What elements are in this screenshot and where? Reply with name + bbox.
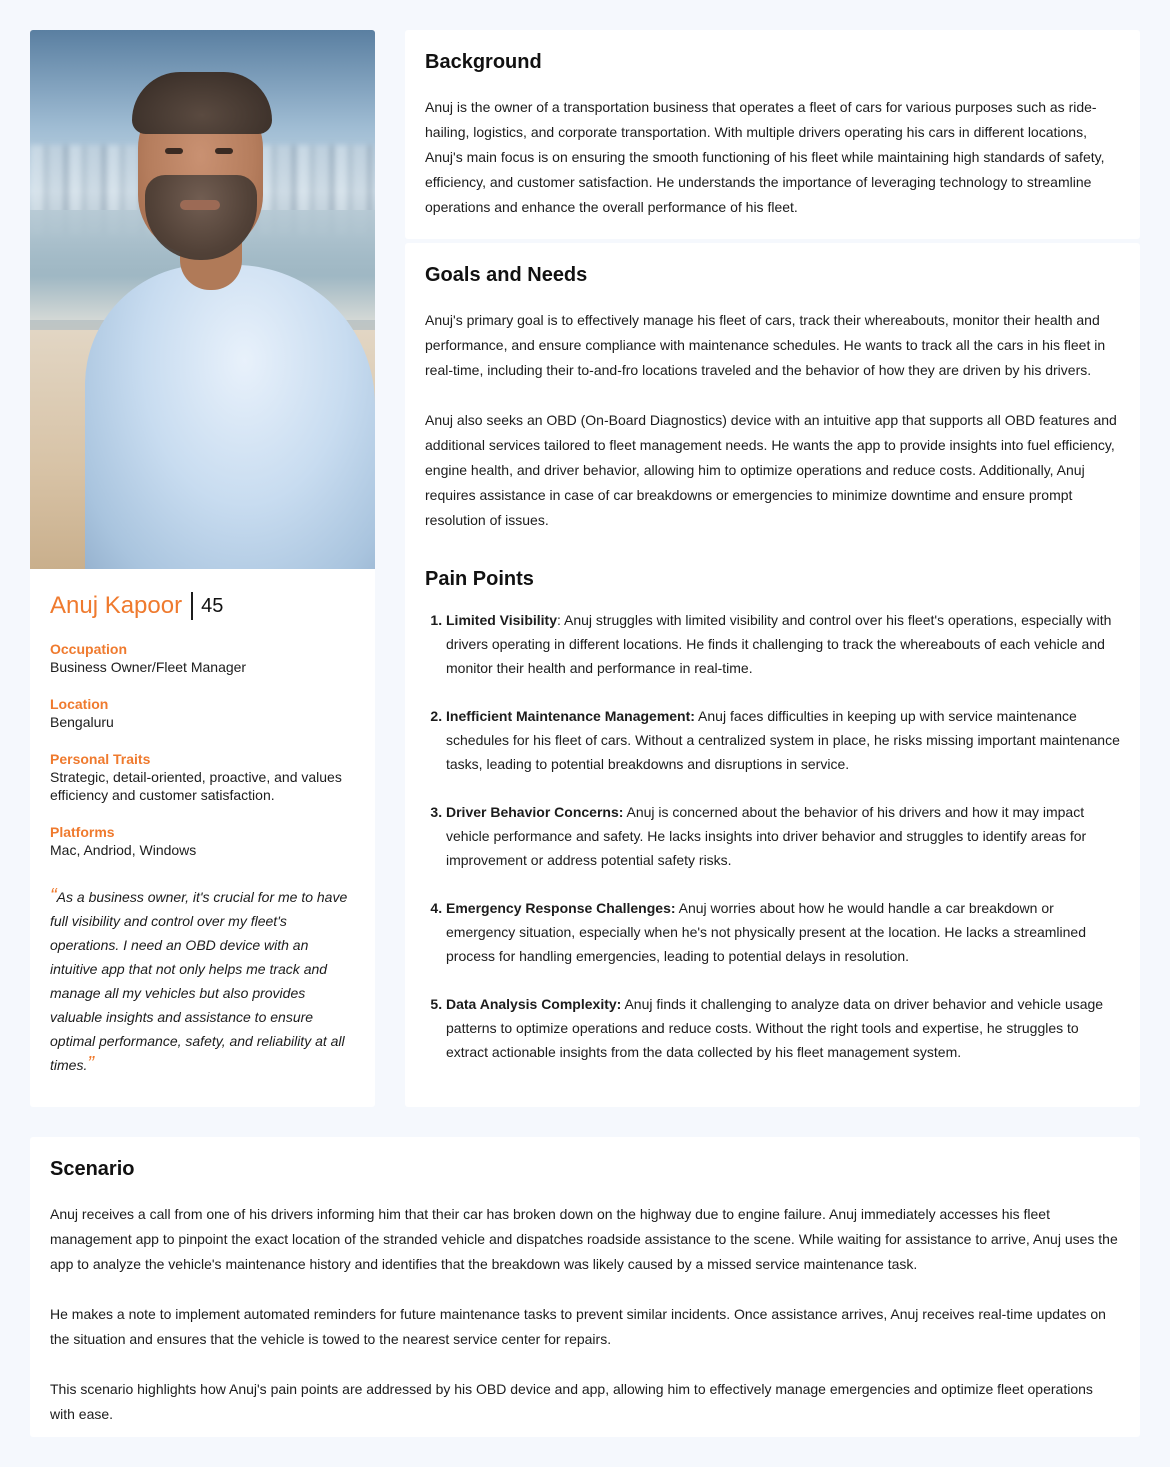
field-occupation bbox=[50, 641, 355, 676]
quote-open-icon: “ bbox=[50, 885, 57, 907]
scenario-paragraph: This scenario highlights how Anuj's pain points are addressed by his OBD device and app, allowing him to effectively manage emergencies and optimize fleet operations with ease. bbox=[50, 1381, 1093, 1422]
field-location bbox=[50, 696, 355, 731]
field-label: Personal Traits bbox=[50, 751, 151, 767]
pain-point-heading: Limited Visibility bbox=[446, 612, 557, 628]
field-value: Strategic, detail-oriented, proactive, and values efficiency and customer satisfaction. bbox=[50, 769, 342, 803]
field-value: Mac, Andriod, Windows bbox=[50, 842, 197, 858]
background-card bbox=[405, 30, 1140, 239]
quote-close-icon: ” bbox=[87, 1053, 95, 1075]
profile-details bbox=[30, 569, 375, 1077]
pain-point-item bbox=[446, 800, 1120, 872]
background-text: Anuj is the owner of a transportation business that operates a fleet of cars for various purposes such as ride-hailing, logistics, and corporate transportation. With multiple drivers operating his cars in different locations, Anuj's main focus is on ensuring the smooth functioning of his fleet while maintaining high standards of safety, efficiency, and customer satisfaction. He understands the importance of leveraging technology to streamline operations and enhance the overall performance of his fleet. bbox=[425, 99, 1105, 215]
goals-paragraph: Anuj also seeks an OBD (On-Board Diagnostics) device with an intuitive app that supports all OBD features and additional services tailored to fleet management needs. He wants the app to provide insights into fuel efficiency, engine health, and driver behavior, allowing him to optimize operations and reduce costs. Additionally, Anuj requires assistance in case of car breakdowns or emergencies to minimize downtime and ensure prompt resolution of issues. bbox=[425, 412, 1117, 528]
field-label: Location bbox=[50, 696, 109, 712]
field-label: Platforms bbox=[50, 824, 115, 840]
field-label: Occupation bbox=[50, 641, 128, 657]
pain-point-heading: Emergency Response Challenges: bbox=[446, 900, 676, 916]
scenario-title: Scenario bbox=[50, 1158, 135, 1180]
pain-points-title: Pain Points bbox=[425, 568, 534, 590]
quote-text: As a business owner, it's crucial for me to have full visibility and control over my fleet's operations. I need an OBD device with an intuitive app that not only helps me track and manage all my vehicles but also provides valuable insights and assistance to ensure optimal performance, safety, and reliability at all times. bbox=[50, 889, 348, 1073]
pain-point-heading: Driver Behavior Concerns: bbox=[446, 804, 624, 820]
profile-photo bbox=[30, 30, 375, 569]
background-title: Background bbox=[425, 51, 542, 73]
pain-points-list bbox=[425, 608, 1120, 1064]
pain-point-item bbox=[446, 992, 1120, 1064]
persona-quote bbox=[50, 885, 355, 1077]
goals-card bbox=[405, 243, 1140, 1107]
persona-name: Anuj Kapoor bbox=[50, 592, 183, 619]
goals-paragraph: Anuj's primary goal is to effectively manage his fleet of cars, track their whereabouts, monitor their health and performance, and ensure compliance with maintenance schedules. He wants to track all the cars in his fleet in real-time, including their to-and-fro locations traveled and the behavior of how they are driven by his drivers. bbox=[425, 312, 1106, 378]
pain-point-text: Anuj worries about how he would handle a car breakdown or emergency situation, especially when he's not physically present at the location. He lacks a streamlined process for handling emergencies, leading to potential delays in resolution. bbox=[446, 900, 1087, 964]
field-value: Business Owner/Fleet Manager bbox=[50, 659, 247, 675]
field-platforms bbox=[50, 824, 355, 859]
scenario-paragraph: Anuj receives a call from one of his drivers informing him that their car has broken down on the highway due to engine failure. Anuj immediately accesses his fleet management app to pinpoint the exact location of the stranded vehicle and dispatches roadside assistance to the scene. While waiting for assistance to arrive, Anuj uses the app to analyze the vehicle's maintenance history and identifies that the breakdown was likely caused by a missed service maintenance task. bbox=[50, 1206, 1118, 1272]
goals-title: Goals and Needs bbox=[425, 264, 588, 286]
pain-point-item bbox=[446, 704, 1120, 776]
field-personal-traits bbox=[50, 751, 355, 804]
pain-point-text: Anuj struggles with limited visibility and control over his fleet's operations, especially with drivers operating in different locations. He finds it challenging to track the whereabouts of each vehicle and monitor their health and performance in real-time. bbox=[446, 612, 1112, 676]
pain-point-text: Anuj finds it challenging to analyze data on driver behavior and vehicle usage patterns to optimize operations and reduce costs. Without the right tools and expertise, he struggles to extract actionable insights from the data collected by his fleet management system. bbox=[446, 996, 1104, 1060]
field-value: Bengaluru bbox=[50, 714, 114, 730]
profile-card bbox=[30, 30, 375, 1107]
persona-age: 45 bbox=[201, 595, 224, 617]
pain-point-separator: : bbox=[557, 612, 561, 628]
pain-point-heading: Inefficient Maintenance Management: bbox=[446, 708, 695, 724]
pain-point-heading: Data Analysis Complexity: bbox=[446, 996, 622, 1012]
pain-point-item bbox=[446, 896, 1120, 968]
scenario-paragraph: He makes a note to implement automated reminders for future maintenance tasks to prevent similar incidents. Once assistance arrives, Anuj receives real-time updates on the situation and ensures that the vehicle is towed to the nearest service center for repairs. bbox=[50, 1306, 1106, 1347]
pain-point-item bbox=[446, 608, 1120, 680]
name-divider bbox=[191, 592, 193, 620]
scenario-card bbox=[30, 1137, 1140, 1437]
pain-point-text: Anuj is concerned about the behavior of his drivers and how it may impact vehicle performance and safety. He lacks insights into driver behavior and struggles to identify areas for improvement or address potential safety risks. bbox=[446, 804, 1087, 868]
pain-point-text: Anuj faces difficulties in keeping up with service maintenance schedules for his fleet of cars. Without a centralized system in place, he risks missing important maintenance tasks, leading to potential breakdowns and disruptions in service. bbox=[446, 708, 1120, 772]
name-line bbox=[50, 591, 355, 621]
